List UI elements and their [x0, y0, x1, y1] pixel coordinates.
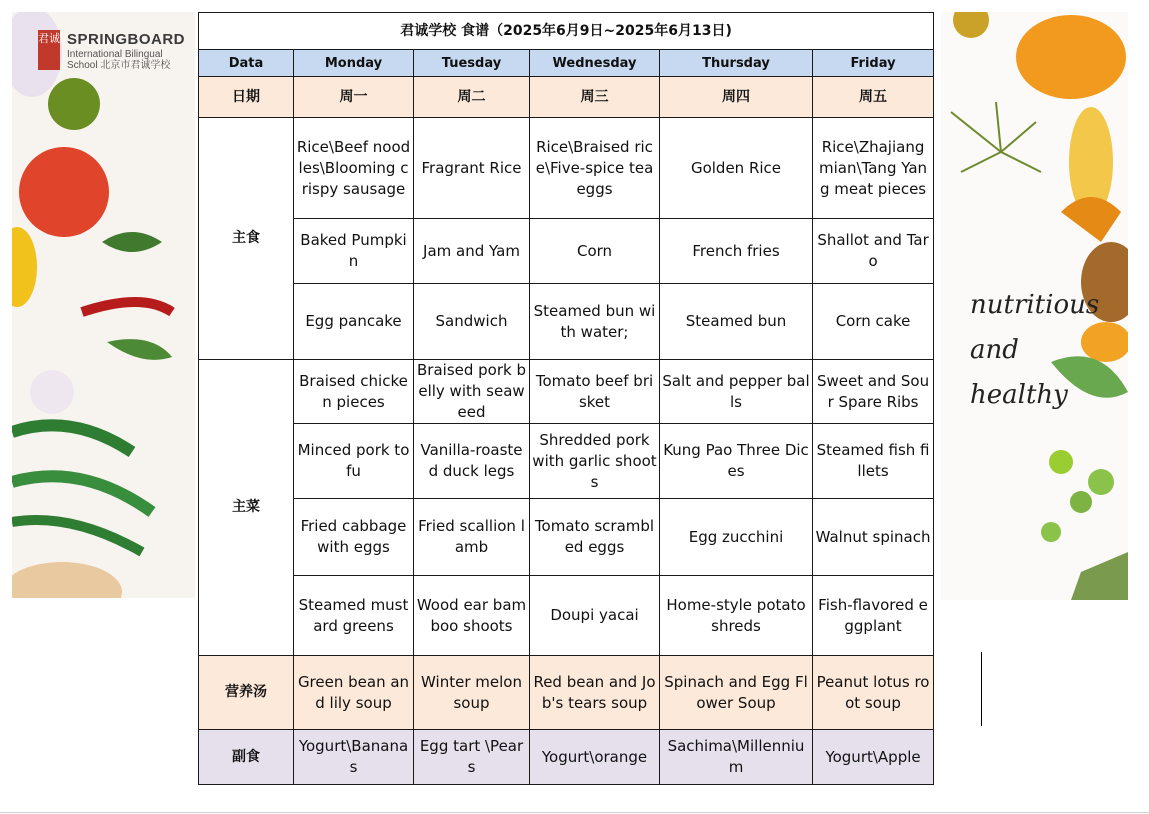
table-row	[199, 499, 934, 576]
table-cell: Sweet and Sour Spare Ribs	[813, 360, 934, 424]
table-cell: Egg tart \Pears	[414, 730, 530, 785]
table-row	[199, 118, 934, 219]
slogan-line-3: healthy	[970, 380, 1068, 410]
soup-row	[199, 656, 934, 730]
table-row	[199, 284, 934, 360]
table-cell: Wood ear bamboo shoots	[414, 576, 530, 656]
table-cell: Steamed bun with water;	[530, 284, 660, 360]
table-cell: Rice\Beef noodles\Blooming crispy sausage	[294, 118, 414, 219]
header-tuesday: Tuesday	[414, 50, 530, 77]
side-row	[199, 730, 934, 785]
header-friday-cn: 周五	[813, 77, 934, 118]
table-cell: Baked Pumpkin	[294, 219, 414, 284]
table-cell: Rice\Zhajiang mian\Tang Yang meat pieces	[813, 118, 934, 219]
title-row	[199, 13, 934, 50]
header-monday-cn: 周一	[294, 77, 414, 118]
page-bottom-border	[0, 812, 1149, 813]
table-cell: Braised chicken pieces	[294, 360, 414, 424]
vegetables-image-left	[12, 12, 195, 598]
slogan-line-1: nutritious	[970, 290, 1100, 320]
table-cell: Spinach and Egg Flower Soup	[660, 656, 813, 730]
table-cell: Tomato beef brisket	[530, 360, 660, 424]
slogan	[970, 283, 1099, 418]
category-soup: 营养汤	[199, 656, 294, 730]
table-row	[199, 576, 934, 656]
table-cell: Fried scallion lamb	[414, 499, 530, 576]
table-cell: Walnut spinach	[813, 499, 934, 576]
table-cell: Red bean and Job's tears soup	[530, 656, 660, 730]
table-cell: Vanilla-roasted duck legs	[414, 424, 530, 499]
header-date-cn: 日期	[199, 77, 294, 118]
table-cell: Sandwich	[414, 284, 530, 360]
table-cell: Peanut lotus root soup	[813, 656, 934, 730]
table-cell: Corn cake	[813, 284, 934, 360]
stray-vertical-line	[981, 652, 982, 726]
header-wednesday: Wednesday	[530, 50, 660, 77]
table-cell: Green bean and lily soup	[294, 656, 414, 730]
table-cell: Doupi yacai	[530, 576, 660, 656]
table-cell: Shredded pork with garlic shoots	[530, 424, 660, 499]
table-row	[199, 360, 934, 424]
table-cell: Braised pork belly with seaweed	[414, 360, 530, 424]
table-cell: Shallot and Taro	[813, 219, 934, 284]
header-friday: Friday	[813, 50, 934, 77]
category-staple: 主食	[199, 118, 294, 360]
table-cell: Steamed mustard greens	[294, 576, 414, 656]
table-cell: Jam and Yam	[414, 219, 530, 284]
table-row	[199, 219, 934, 284]
table-cell: Winter melon soup	[414, 656, 530, 730]
table-cell: Rice\Braised rice\Five-spice tea eggs	[530, 118, 660, 219]
header-row-cn	[199, 77, 934, 118]
category-side: 副食	[199, 730, 294, 785]
table-row	[199, 424, 934, 499]
school-logo	[38, 30, 198, 80]
slogan-line-2: and	[970, 335, 1019, 365]
table-cell: Minced pork tofu	[294, 424, 414, 499]
table-cell: Yogurt\orange	[530, 730, 660, 785]
school-subtitle-line1: International Bilingual	[67, 49, 163, 60]
table-cell: Fish-flavored eggplant	[813, 576, 934, 656]
table-cell: Egg zucchini	[660, 499, 813, 576]
table-cell: Egg pancake	[294, 284, 414, 360]
table-cell: Steamed bun	[660, 284, 813, 360]
header-data: Data	[199, 50, 294, 77]
table-cell: Sachima\Millennium	[660, 730, 813, 785]
menu-title: 君诚学校 食谱（2025年6月9日~2025年6月13日)	[199, 13, 934, 50]
school-logo-mark: 君诚	[38, 30, 60, 70]
table-cell: Kung Pao Three Dices	[660, 424, 813, 499]
table-cell: Steamed fish fillets	[813, 424, 934, 499]
category-main: 主菜	[199, 360, 294, 656]
header-row-en	[199, 50, 934, 77]
table-cell: Tomato scrambled eggs	[530, 499, 660, 576]
header-wednesday-cn: 周三	[530, 77, 660, 118]
school-name: SPRINGBOARD	[67, 31, 186, 48]
header-monday: Monday	[294, 50, 414, 77]
table-cell: French fries	[660, 219, 813, 284]
table-cell: Home-style potato shreds	[660, 576, 813, 656]
header-tuesday-cn: 周二	[414, 77, 530, 118]
school-subtitle-line2: School 北京市君诚学校	[67, 60, 171, 71]
table-cell: Fragrant Rice	[414, 118, 530, 219]
table-cell: Yogurt\Apple	[813, 730, 934, 785]
table-cell: Corn	[530, 219, 660, 284]
menu-table	[198, 12, 934, 785]
table-cell: Golden Rice	[660, 118, 813, 219]
table-cell: Fried cabbage with eggs	[294, 499, 414, 576]
table-cell: Salt and pepper balls	[660, 360, 813, 424]
header-thursday: Thursday	[660, 50, 813, 77]
header-thursday-cn: 周四	[660, 77, 813, 118]
table-cell: Yogurt\Bananas	[294, 730, 414, 785]
school-subtitle	[67, 49, 170, 71]
